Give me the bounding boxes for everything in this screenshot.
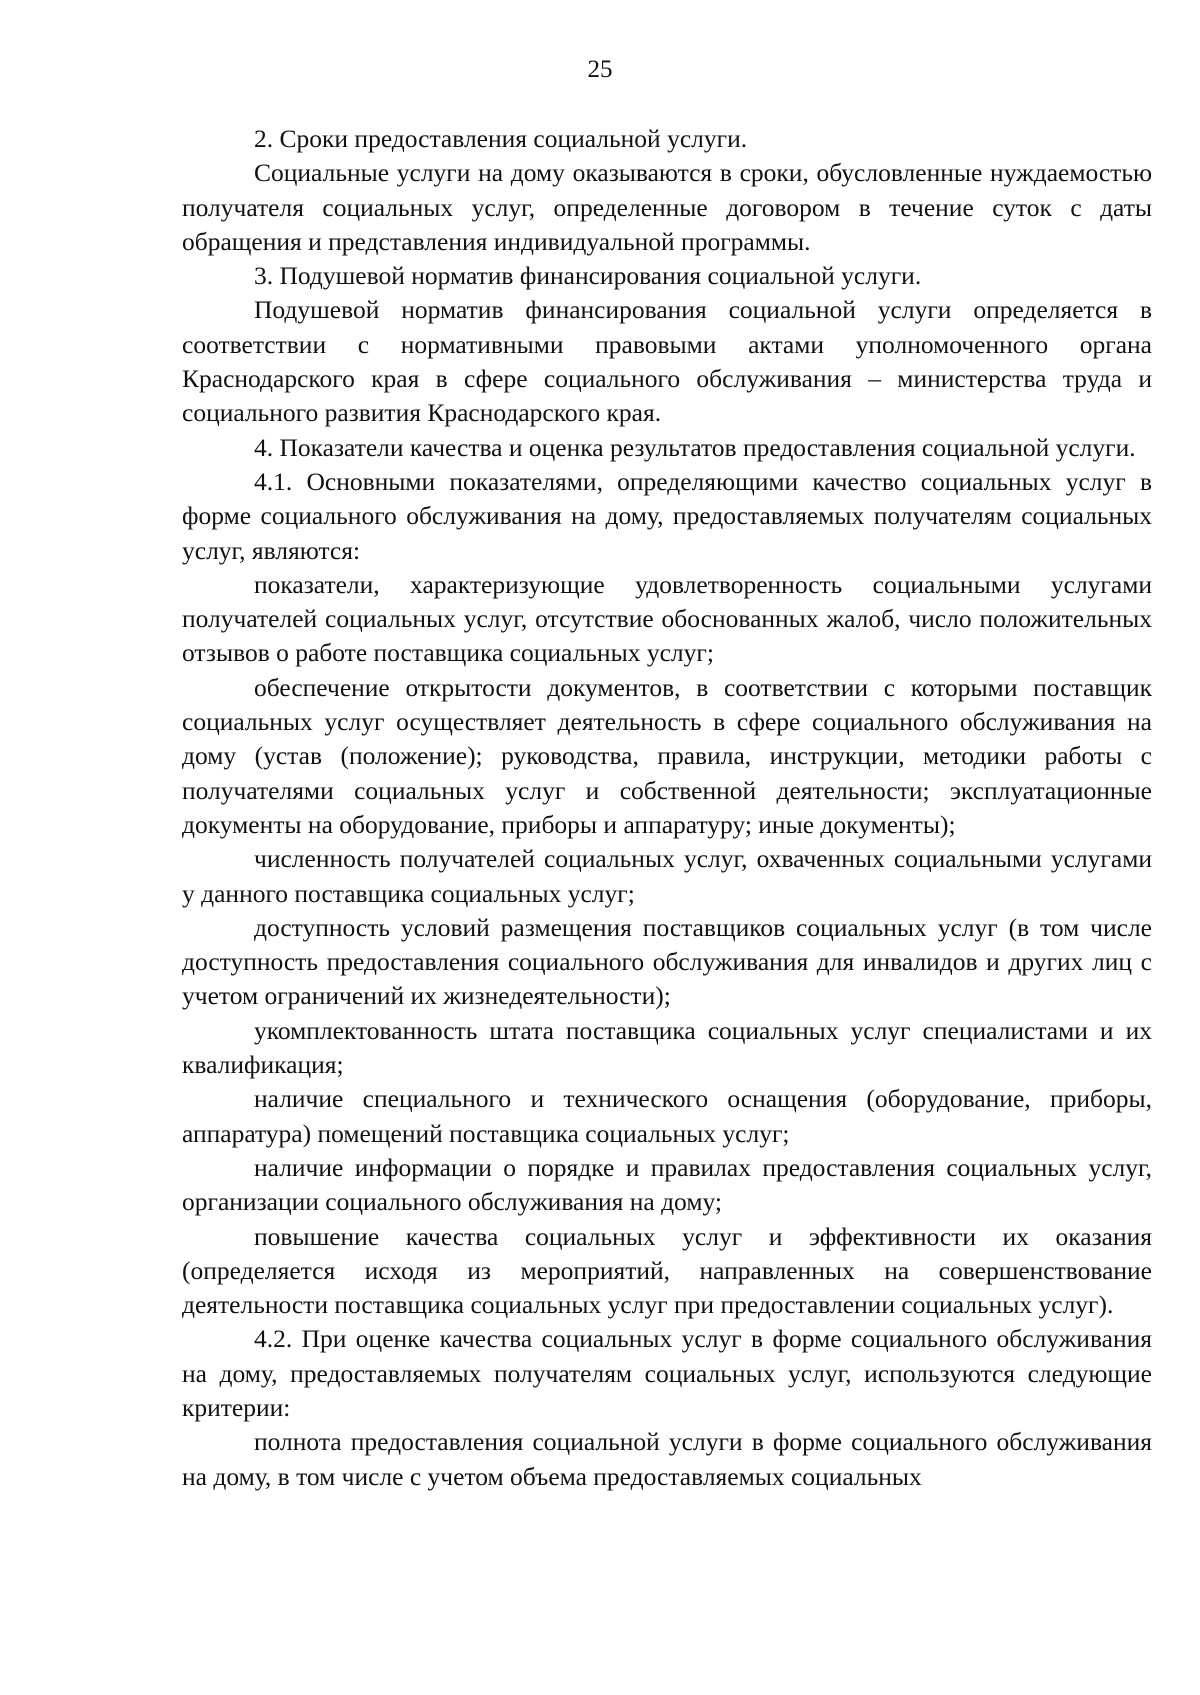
paragraph-terms-heading: 2. Сроки предоставления социальной услуги. (254, 124, 748, 153)
paragraph-indicator-equipment: наличие специального и технического оснащения (оборудование, приборы, аппаратура) помещений поставщика социальных услуг; (182, 1084, 1152, 1148)
paragraph-funding-heading: 3. Подушевой норматив финансирования социальной услуги. (254, 261, 922, 291)
paragraph-indicator-staffing: укомплектованность штата поставщика социальных услуг специалистами и их квалификация; (182, 1015, 1152, 1080)
page-number: 25 (587, 56, 613, 83)
paragraph-indicator-improvement: повышение качества социальных услуг и эффективности их оказания (определяется исходя из мероприятий, направленных на совершенствование деятельности поставщика социальных услуг при предоставлении социальных услуг). (182, 1221, 1152, 1320)
paragraph-criteria-intro: 4.2. При оценке качества социальных услуг в форме социального обслуживания на дому, предоставляемых получателям социальных услуг, используются следующие критерии: (182, 1324, 1152, 1422)
paragraph-indicator-recipients: численность получателей социальных услуг, охваченных социальными услугами у данного поставщика социальных услуг; (182, 844, 1152, 908)
paragraph-criterion-completeness: полнота предоставления социальной услуги в форме социального обслуживания на дому, в том числе с учетом объема предоставляемых социальных (182, 1427, 1152, 1491)
paragraph-indicators-intro: 4.1. Основными показателями, определяющими качество социальных услуг в форме социального обслуживания на дому, предоставляемых получателям социальных услуг, являются: (182, 466, 1152, 565)
paragraph-quality-heading: 4. Показатели качества и оценка результатов предоставления социальной услуги. (254, 432, 1136, 462)
paragraph-terms-text: Социальные услуги на дому оказываются в сроки, обусловленные нуждаемостью получателя социальных услуг, определенные договором в течение суток с даты обращения и представления индивидуальной программы. (182, 158, 1152, 256)
paragraph-indicator-information: наличие информации о порядке и правилах предоставления социальных услуг, организации социального обслуживания на дому; (182, 1152, 1152, 1217)
paragraph-indicator-satisfaction: показатели, характеризующие удовлетворенность социальными услугами получателей социальных услуг, отсутствие обоснованных жалоб, число положительных отзывов о работе поставщика социальных услуг; (182, 569, 1152, 668)
paragraph-indicator-accessibility: доступность условий размещения поставщиков социальных услуг (в том числе доступность предоставления социального обслуживания для инвалидов и других лиц с учетом ограничений их жизнедеятельности); (182, 912, 1152, 1011)
paragraph-indicator-openness: обеспечение открытости документов, в соответствии с которыми поставщик социальных услуг осуществляет деятельность в сфере социального обслуживания на дому (устав (положение); руководства, правила, инструкции, методики работы с получателями социальных услуг и собственной деятельности; эксплуатационные документы на оборудование, приборы и аппаратуру; иные документы); (182, 672, 1152, 839)
document-body (182, 122, 1152, 1494)
paragraph-funding-text: Подушевой норматив финансирования социальной услуги определяется в соответствии с нормативными правовыми актами уполномоченного органа Краснодарского края в сфере социального обслуживания – министерства труда и социального развития Краснодарского края. (182, 295, 1152, 428)
